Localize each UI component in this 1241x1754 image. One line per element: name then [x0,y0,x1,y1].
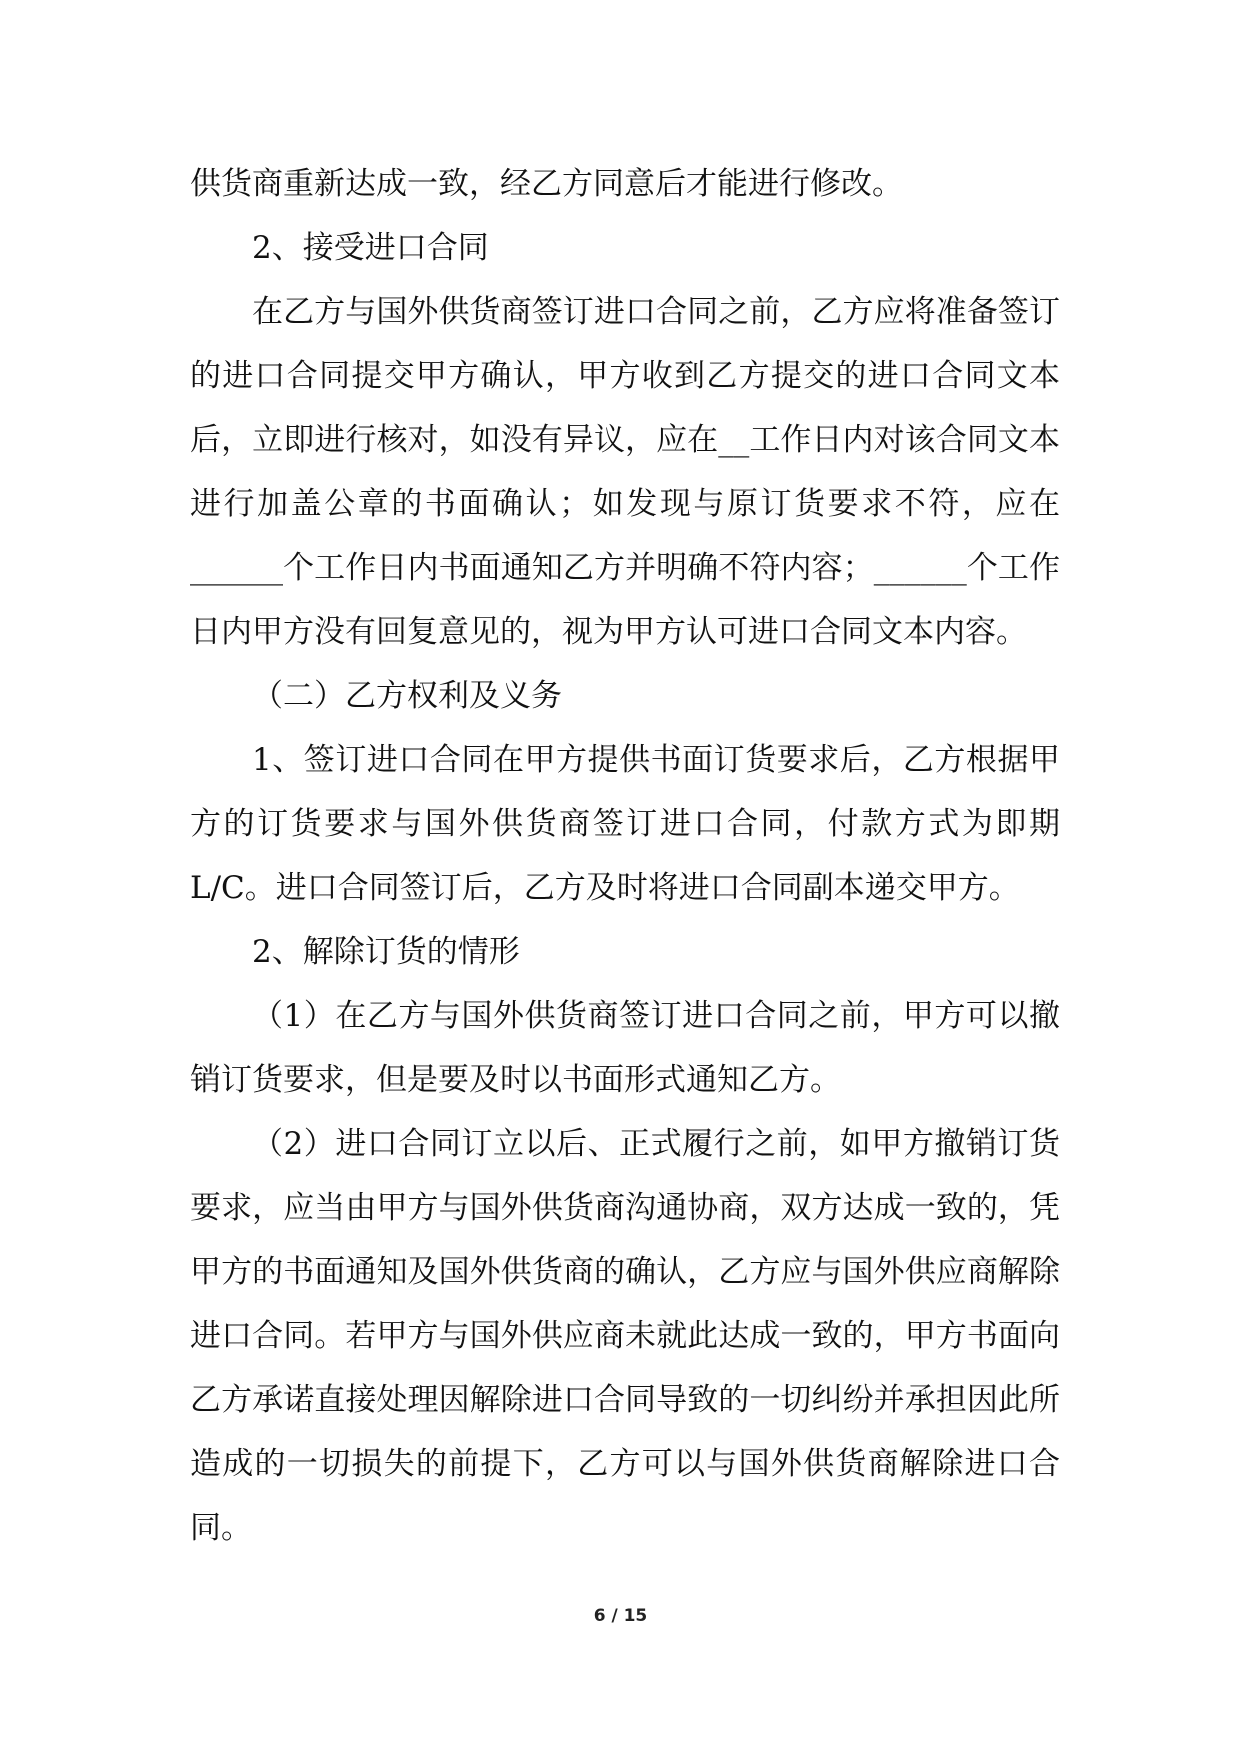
paragraph-continuation: 供货商重新达成一致，经乙方同意后才能进行修改。 [190,166,903,202]
heading-accept-contract: 2、接受进口合同 [252,230,489,266]
paragraph-sign-contract: 1、签订进口合同在甲方提供书面订货要求后，乙方根据甲方的订货要求与国外供货商签订进口合同，付款方式为即期L/C。进口合同签订后，乙方及时将进口合同副本递交甲方。 [190,742,1060,906]
heading-party-b-rights: （二）乙方权利及义务 [252,678,562,714]
page-body [190,152,1060,1560]
page-number: 6 / 15 [593,1606,648,1626]
paragraph-accept-contract: 在乙方与国外供货商签订进口合同之前，乙方应将准备签订的进口合同提交甲方确认，甲方收到乙方提交的进口合同文本后，立即进行核对，如没有异议，应在__工作日内对该合同文本进行加盖公章的书面确认；如发现与原订货要求不符，应在______个工作日内书面通知乙方并明确不符内容；______个工作日内甲方没有回复意见的，视为甲方认可进口合同文本内容。 [190,294,1060,650]
paragraph-cancel-2: （2）进口合同订立以后、正式履行之前，如甲方撤销订货要求，应当由甲方与国外供货商沟通协商，双方达成一致的，凭甲方的书面通知及国外供货商的确认，乙方应与国外供应商解除进口合同。若甲方与国外供应商未就此达成一致的，甲方书面向乙方承诺直接处理因解除进口合同导致的一切纠纷并承担因此所造成的一切损失的前提下，乙方可以与国外供货商解除进口合同。 [190,1126,1060,1546]
heading-cancel-order: 2、解除订货的情形 [252,934,520,970]
paragraph-cancel-1: （1）在乙方与国外供货商签订进口合同之前，甲方可以撤销订货要求，但是要及时以书面形式通知乙方。 [190,998,1060,1098]
